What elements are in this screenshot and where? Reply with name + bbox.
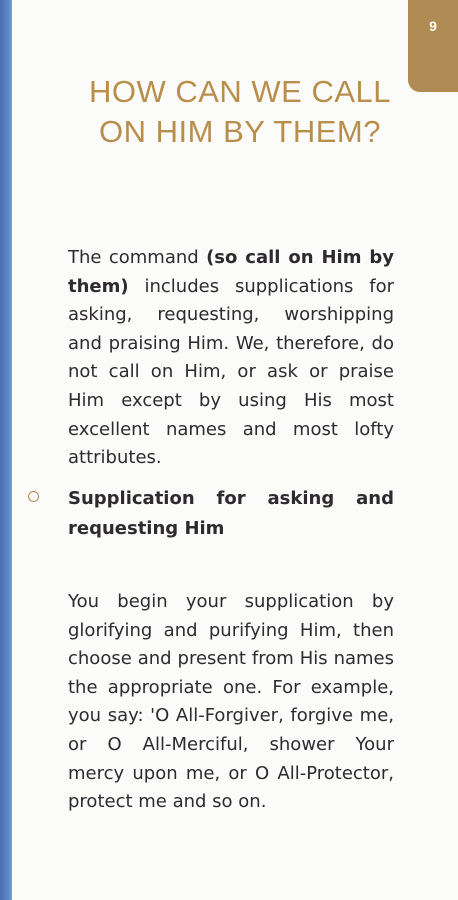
intro-text-after: includes supplications for asking, requesting, worshipping and praising Him. We, therefore, do not call on Him, or ask or praise Him except by using His most excellent names and most lofty attributes. <box>68 275 394 469</box>
supplication-paragraph: You begin your supplication by glorifying and purifying Him, then choose and present from His names the appropriate one. For example, you say: 'O All-Forgiver, forgive me, or O All-Merciful, shower Your mercy upon me, or O All-Protector, protect me and so on. <box>68 591 394 813</box>
page-number: 9 <box>429 18 437 34</box>
intro-emphasis: (so call on Him by them) <box>68 247 395 297</box>
circle-bullet-icon <box>28 491 39 502</box>
left-edge-stripe <box>0 0 12 900</box>
page-title <box>40 72 440 152</box>
page-title-line-2: ON HIM BY THEM? <box>99 114 381 149</box>
section-heading: Supplication for asking and requesting Him <box>68 488 394 539</box>
intro-text-before: The command <box>68 247 207 268</box>
intro-paragraph <box>68 244 394 473</box>
page-title-line-1: HOW CAN WE CALL <box>88 74 392 109</box>
